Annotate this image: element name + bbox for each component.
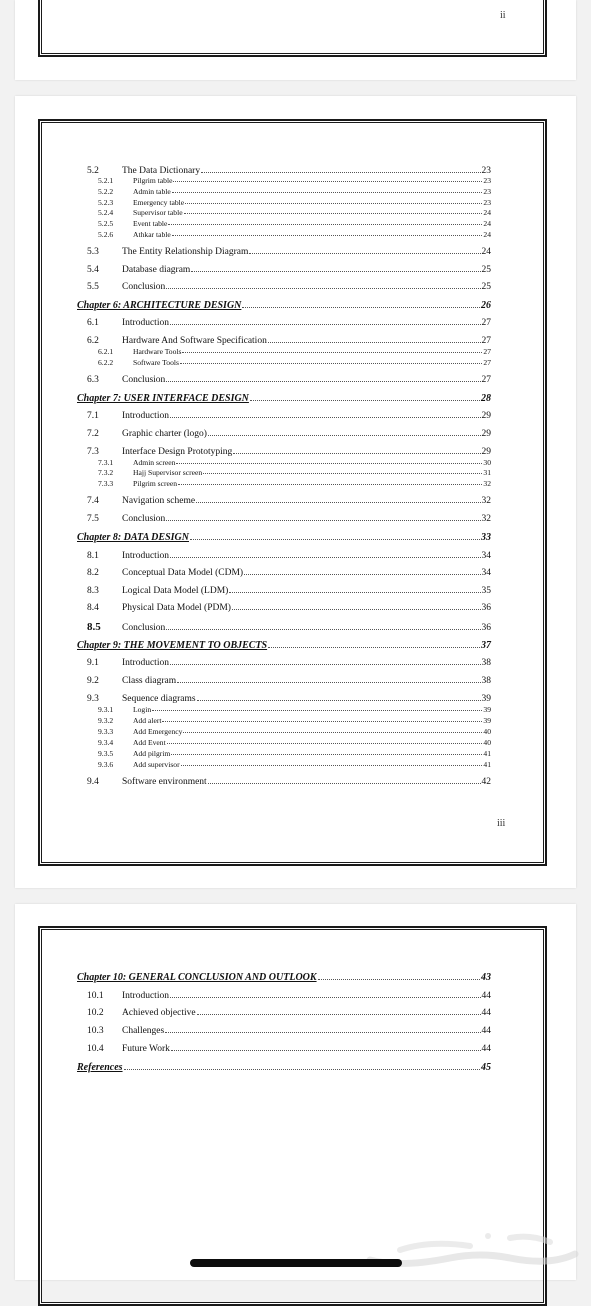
toc-entry-page-number: 39 bbox=[481, 694, 491, 704]
toc-entry-number: 5.2 bbox=[87, 166, 99, 176]
toc-section-entry[interactable] bbox=[77, 411, 491, 421]
toc-entry-number: 9.3 bbox=[87, 694, 99, 704]
toc-entry-page-number: 32 bbox=[481, 514, 491, 524]
toc-dot-leader bbox=[167, 743, 483, 744]
toc-entry-title: Emergency table bbox=[133, 198, 185, 207]
toc-entry-title: Introduction bbox=[122, 411, 169, 421]
toc-dot-leader bbox=[172, 235, 483, 236]
toc-entry-title: Introduction bbox=[122, 551, 169, 561]
toc-entry-page-number: 34 bbox=[481, 551, 491, 561]
toc-dot-leader bbox=[166, 381, 480, 382]
toc-entry-title: Chapter 6: ARCHITECTURE DESIGN bbox=[77, 300, 242, 311]
toc-entry-number: 7.3.1 bbox=[98, 458, 114, 467]
toc-entry-number: 7.3 bbox=[87, 447, 99, 457]
toc-section-entry[interactable] bbox=[77, 375, 491, 385]
toc-entry-page-number: 27 bbox=[481, 336, 491, 346]
toc-dot-leader bbox=[197, 700, 481, 701]
toc-entry-page-number: 23 bbox=[483, 176, 491, 185]
toc-subsection-entry[interactable] bbox=[77, 468, 491, 477]
toc-section-entry[interactable] bbox=[77, 282, 491, 292]
toc-entry-page-number: 38 bbox=[481, 676, 491, 686]
document-page-ii bbox=[15, 0, 576, 80]
toc-section-entry[interactable] bbox=[77, 694, 491, 704]
toc-section-entry[interactable] bbox=[77, 777, 491, 787]
toc-subsection-entry[interactable] bbox=[77, 716, 491, 725]
toc-entry-title: Software Tools bbox=[133, 358, 179, 367]
toc-entry-page-number: 23 bbox=[481, 166, 491, 176]
toc-dot-leader bbox=[124, 1069, 480, 1070]
toc-entry-title: Add alert bbox=[133, 716, 162, 725]
toc-dot-leader bbox=[166, 520, 480, 521]
toc-entry-page-number: 35 bbox=[481, 586, 491, 596]
toc-entry-title: Conclusion bbox=[122, 514, 166, 524]
toc-entry-number: 10.1 bbox=[87, 991, 104, 1001]
toc-dot-leader bbox=[249, 253, 480, 254]
toc-dot-leader bbox=[170, 557, 481, 558]
toc-entry-title: Athkar table bbox=[133, 230, 171, 239]
toc-chapter-entry[interactable] bbox=[77, 532, 491, 543]
toc-dot-leader bbox=[166, 629, 480, 630]
toc-entry-page-number: 41 bbox=[483, 749, 491, 758]
toc-entry-title: Interface Design Prototyping bbox=[122, 447, 233, 457]
toc-dot-leader bbox=[196, 502, 480, 503]
toc-entry-page-number: 36 bbox=[481, 603, 491, 613]
toc-entry-title: Graphic charter (logo) bbox=[122, 429, 207, 439]
toc-dot-leader bbox=[165, 1032, 480, 1033]
toc-entry-page-number: 24 bbox=[483, 208, 491, 217]
toc-subsection-entry[interactable] bbox=[77, 219, 491, 228]
toc-entry-page-number: 44 bbox=[481, 1008, 491, 1018]
toc-entry-number: 8.1 bbox=[87, 551, 99, 561]
toc-entry-title: Logical Data Model (LDM) bbox=[122, 586, 229, 596]
toc-section-entry[interactable] bbox=[77, 336, 491, 346]
toc-subsection-entry[interactable] bbox=[77, 479, 491, 488]
toc-entry-title: Chapter 9: THE MOVEMENT TO OBJECTS bbox=[77, 640, 268, 651]
toc-section-entry[interactable] bbox=[77, 1008, 491, 1018]
toc-dot-leader bbox=[318, 979, 480, 980]
toc-entry-title: Chapter 10: GENERAL CONCLUSION AND OUTLOOK bbox=[77, 972, 317, 983]
toc-entry-number: 10.4 bbox=[87, 1044, 104, 1054]
toc-entry-number: 5.2.2 bbox=[98, 187, 114, 196]
toc-entry-title: References bbox=[77, 1062, 123, 1073]
toc-entry-number: 7.5 bbox=[87, 514, 99, 524]
toc-dot-leader bbox=[166, 288, 480, 289]
toc-subsection-entry[interactable] bbox=[77, 749, 491, 758]
toc-entry-page-number: 41 bbox=[483, 760, 491, 769]
toc-subsection-entry[interactable] bbox=[77, 458, 491, 467]
toc-entry-number: 5.5 bbox=[87, 282, 99, 292]
toc-entry-page-number: 45 bbox=[481, 1062, 491, 1073]
toc-subsection-entry[interactable] bbox=[77, 358, 491, 367]
toc-section-entry[interactable] bbox=[77, 166, 491, 176]
toc-subsection-entry[interactable] bbox=[77, 230, 491, 239]
toc-entry-page-number: 24 bbox=[483, 230, 491, 239]
toc-entry-number: 9.4 bbox=[87, 777, 99, 787]
toc-entry-page-number: 24 bbox=[481, 247, 491, 257]
toc-entry-number: 6.3 bbox=[87, 375, 99, 385]
toc-dot-leader bbox=[244, 574, 480, 575]
toc-entry-number: 9.3.6 bbox=[98, 760, 114, 769]
toc-section-entry[interactable] bbox=[77, 603, 491, 613]
page-border bbox=[38, 0, 547, 57]
toc-entry-title: Introduction bbox=[122, 318, 169, 328]
toc-entry-title: Add Event bbox=[133, 738, 166, 747]
toc-section-entry[interactable] bbox=[77, 429, 491, 439]
toc-entry-title: Chapter 7: USER INTERFACE DESIGN bbox=[77, 393, 249, 404]
toc-subsection-entry[interactable] bbox=[77, 187, 491, 196]
toc-entry-page-number: 37 bbox=[481, 640, 491, 651]
toc-entry-title: Conceptual Data Model (CDM) bbox=[122, 568, 244, 578]
toc-entry-number: 9.3.1 bbox=[98, 705, 114, 714]
toc-entry-number: 9.3.5 bbox=[98, 749, 114, 758]
toc-entry-page-number: 39 bbox=[483, 705, 491, 714]
toc-entry-title: Navigation scheme bbox=[122, 496, 196, 506]
toc-entry-title: Add supervisor bbox=[133, 760, 180, 769]
toc-entry-page-number: 27 bbox=[483, 358, 491, 367]
toc-entry-title: Sequence diagrams bbox=[122, 694, 196, 704]
toc-dot-leader bbox=[181, 765, 483, 766]
toc-dot-leader bbox=[242, 307, 480, 308]
toc-entry-page-number: 39 bbox=[483, 716, 491, 725]
toc-entry-title: Login bbox=[133, 705, 152, 714]
toc-entry-title: The Data Dictionary bbox=[122, 166, 201, 176]
toc-subsection-entry[interactable] bbox=[77, 760, 491, 769]
toc-section-entry[interactable] bbox=[77, 1026, 491, 1036]
toc-entry-number: 5.2.6 bbox=[98, 230, 114, 239]
toc-entry-page-number: 23 bbox=[483, 198, 491, 207]
toc-entry-number: 9.2 bbox=[87, 676, 99, 686]
toc-entry-page-number: 43 bbox=[481, 972, 491, 983]
toc-dot-leader bbox=[197, 1014, 481, 1015]
toc-dot-leader bbox=[229, 592, 480, 593]
toc-subsection-entry[interactable] bbox=[77, 347, 491, 356]
toc-dot-leader bbox=[191, 271, 480, 272]
toc-section-entry[interactable] bbox=[77, 551, 491, 561]
toc-entry-number: 10.3 bbox=[87, 1026, 104, 1036]
toc-entry-page-number: 27 bbox=[481, 318, 491, 328]
toc-section-entry[interactable] bbox=[77, 265, 491, 275]
toc-entry-number: 6.2.2 bbox=[98, 358, 114, 367]
toc-dot-leader bbox=[201, 172, 480, 173]
toc-dot-leader bbox=[162, 721, 482, 722]
toc-entry-title: Challenges bbox=[122, 1026, 165, 1036]
toc-entry-title: Pilgrim screen bbox=[133, 479, 178, 488]
toc-dot-leader bbox=[183, 732, 482, 733]
toc-entry-number: 7.4 bbox=[87, 496, 99, 506]
toc-entry-number: 9.3.4 bbox=[98, 738, 114, 747]
toc-dot-leader bbox=[184, 213, 483, 214]
toc-entry-page-number: 26 bbox=[481, 300, 491, 311]
toc-entry-page-number: 40 bbox=[483, 727, 491, 736]
toc-entry-page-number: 25 bbox=[481, 265, 491, 275]
toc-subsection-entry[interactable] bbox=[77, 738, 491, 747]
toc-subsection-entry[interactable] bbox=[77, 176, 491, 185]
toc-dot-leader bbox=[170, 417, 481, 418]
toc-entry-page-number: 40 bbox=[483, 738, 491, 747]
toc-entry-title: Admin table bbox=[133, 187, 171, 196]
toc-entry-number: 7.3.2 bbox=[98, 468, 114, 477]
toc-section-entry[interactable] bbox=[77, 447, 491, 457]
toc-entry-title: Conclusion bbox=[122, 623, 166, 633]
document-page-iii bbox=[15, 96, 576, 888]
toc-entry-page-number: 44 bbox=[481, 1026, 491, 1036]
toc-entry-page-number: 24 bbox=[483, 219, 491, 228]
toc-entry-page-number: 33 bbox=[481, 532, 491, 543]
toc-entry-number: 5.2.4 bbox=[98, 208, 114, 217]
toc-section-entry[interactable] bbox=[77, 991, 491, 1001]
toc-entry-number: 9.1 bbox=[87, 658, 99, 668]
toc-entry-title: Hardware Tools bbox=[133, 347, 182, 356]
toc-section-entry[interactable] bbox=[77, 568, 491, 578]
toc-entry-page-number: 38 bbox=[481, 658, 491, 668]
toc-dot-leader bbox=[203, 473, 482, 474]
toc-entry-title: Class diagram bbox=[122, 676, 177, 686]
toc-entry-number: 6.2 bbox=[87, 336, 99, 346]
toc-entry-number: 9.3.2 bbox=[98, 716, 114, 725]
toc-subsection-entry[interactable] bbox=[77, 208, 491, 217]
toc-entry-title: Future Work bbox=[122, 1044, 170, 1054]
toc-dot-leader bbox=[168, 224, 482, 225]
toc-entry-title: Admin screen bbox=[133, 458, 176, 467]
toc-entry-page-number: 44 bbox=[481, 1044, 491, 1054]
toc-entry-title: Database diagram bbox=[122, 265, 191, 275]
toc-section-entry[interactable] bbox=[77, 247, 491, 257]
toc-chapter-entry[interactable] bbox=[77, 393, 491, 404]
toc-entry-number: 6.1 bbox=[87, 318, 99, 328]
toc-entry-number: 5.2.5 bbox=[98, 219, 114, 228]
toc-dot-leader bbox=[170, 997, 481, 998]
toc-entry-title: Chapter 8: DATA DESIGN bbox=[77, 532, 189, 543]
toc-entry-title: Hajj Supervisor screen bbox=[133, 468, 203, 477]
toc-entry-page-number: 25 bbox=[481, 282, 491, 292]
toc-entry-title: Supervisor table bbox=[133, 208, 183, 217]
toc-chapter-entry[interactable] bbox=[77, 1062, 491, 1073]
toc-entry-number: 8.2 bbox=[87, 568, 99, 578]
toc-entry-title: Physical Data Model (PDM) bbox=[122, 603, 231, 613]
toc-entry-title: The Entity Relationship Diagram bbox=[122, 247, 249, 257]
toc-entry-page-number: 42 bbox=[481, 777, 491, 787]
toc-entry-number: 7.3.3 bbox=[98, 479, 114, 488]
toc-dot-leader bbox=[180, 363, 482, 364]
toc-section-entry[interactable] bbox=[77, 621, 491, 633]
toc-dot-leader bbox=[173, 181, 482, 182]
toc-entry-number: 7.1 bbox=[87, 411, 99, 421]
toc-entry-number: 10.2 bbox=[87, 1008, 104, 1018]
toc-entry-number: 6.2.1 bbox=[98, 347, 114, 356]
toc-section-entry[interactable] bbox=[77, 1044, 491, 1054]
toc-dot-leader bbox=[170, 664, 481, 665]
toc-section-entry[interactable] bbox=[77, 496, 491, 506]
toc-entry-page-number: 32 bbox=[483, 479, 491, 488]
toc-entry-title: Software environment bbox=[122, 777, 207, 787]
toc-entry-title: Conclusion bbox=[122, 282, 166, 292]
toc-entry-page-number: 27 bbox=[481, 375, 491, 385]
toc-entry-number: 5.4 bbox=[87, 265, 99, 275]
toc-dot-leader bbox=[177, 682, 480, 683]
toc-entry-number: 5.2.1 bbox=[98, 176, 114, 185]
toc-dot-leader bbox=[171, 754, 482, 755]
toc-entry-title: Add Emergency bbox=[133, 727, 183, 736]
toc-entry-title: Conclusion bbox=[122, 375, 166, 385]
toc-dot-leader bbox=[185, 203, 482, 204]
toc-entry-page-number: 30 bbox=[483, 458, 491, 467]
toc-entry-title: Introduction bbox=[122, 991, 169, 1001]
toc-dot-leader bbox=[233, 453, 480, 454]
toc-chapter-entry[interactable] bbox=[77, 640, 491, 651]
toc-entry-page-number: 29 bbox=[481, 411, 491, 421]
toc-dot-leader bbox=[182, 352, 482, 353]
toc-subsection-entry[interactable] bbox=[77, 198, 491, 207]
toc-entry-title: Achieved objective bbox=[122, 1008, 196, 1018]
toc-entry-number: 9.3.3 bbox=[98, 727, 114, 736]
toc-entry-page-number: 32 bbox=[481, 496, 491, 506]
toc-entry-number: 8.5 bbox=[87, 621, 101, 633]
page-number: iii bbox=[497, 818, 506, 829]
toc-dot-leader bbox=[250, 400, 480, 401]
toc-dot-leader bbox=[171, 1050, 481, 1051]
toc-entry-page-number: 36 bbox=[481, 623, 491, 633]
toc-dot-leader bbox=[208, 783, 481, 784]
toc-dot-leader bbox=[178, 484, 482, 485]
toc-subsection-entry[interactable] bbox=[77, 705, 491, 714]
toc-section-entry[interactable] bbox=[77, 586, 491, 596]
toc-section-entry[interactable] bbox=[77, 676, 491, 686]
toc-entry-number: 5.3 bbox=[87, 247, 99, 257]
toc-entry-page-number: 23 bbox=[483, 187, 491, 196]
toc-entry-page-number: 28 bbox=[481, 393, 491, 404]
toc-entry-title: Event table bbox=[133, 219, 168, 228]
toc-dot-leader bbox=[268, 647, 480, 648]
toc-entry-title: Hardware And Software Specification bbox=[122, 336, 267, 346]
toc-entry-page-number: 31 bbox=[483, 468, 491, 477]
toc-entry-page-number: 44 bbox=[481, 991, 491, 1001]
toc-entry-page-number: 27 bbox=[483, 347, 491, 356]
toc-entry-number: 7.2 bbox=[87, 429, 99, 439]
page-number: ii bbox=[500, 10, 506, 21]
toc-entry-page-number: 29 bbox=[481, 429, 491, 439]
toc-entry-title: Add pilgrim bbox=[133, 749, 171, 758]
toc-chapter-entry[interactable] bbox=[77, 972, 491, 983]
toc-dot-leader bbox=[176, 463, 482, 464]
toc-entry-page-number: 29 bbox=[481, 447, 491, 457]
home-indicator[interactable] bbox=[190, 1259, 402, 1267]
toc-entry-title: Pilgrim table bbox=[133, 176, 173, 185]
toc-subsection-entry[interactable] bbox=[77, 727, 491, 736]
toc-entry-title: Introduction bbox=[122, 658, 169, 668]
toc-section-entry[interactable] bbox=[77, 514, 491, 524]
toc-section-entry[interactable] bbox=[77, 658, 491, 668]
toc-chapter-entry[interactable] bbox=[77, 300, 491, 311]
toc-entry-number: 8.4 bbox=[87, 603, 99, 613]
toc-dot-leader bbox=[170, 324, 481, 325]
toc-dot-leader bbox=[268, 342, 481, 343]
toc-entry-number: 5.2.3 bbox=[98, 198, 114, 207]
toc-dot-leader bbox=[172, 192, 483, 193]
toc-dot-leader bbox=[152, 710, 482, 711]
toc-entry-page-number: 34 bbox=[481, 568, 491, 578]
toc-dot-leader bbox=[208, 435, 481, 436]
toc-dot-leader bbox=[232, 609, 481, 610]
toc-dot-leader bbox=[190, 539, 480, 540]
toc-entry-number: 8.3 bbox=[87, 586, 99, 596]
toc-section-entry[interactable] bbox=[77, 318, 491, 328]
